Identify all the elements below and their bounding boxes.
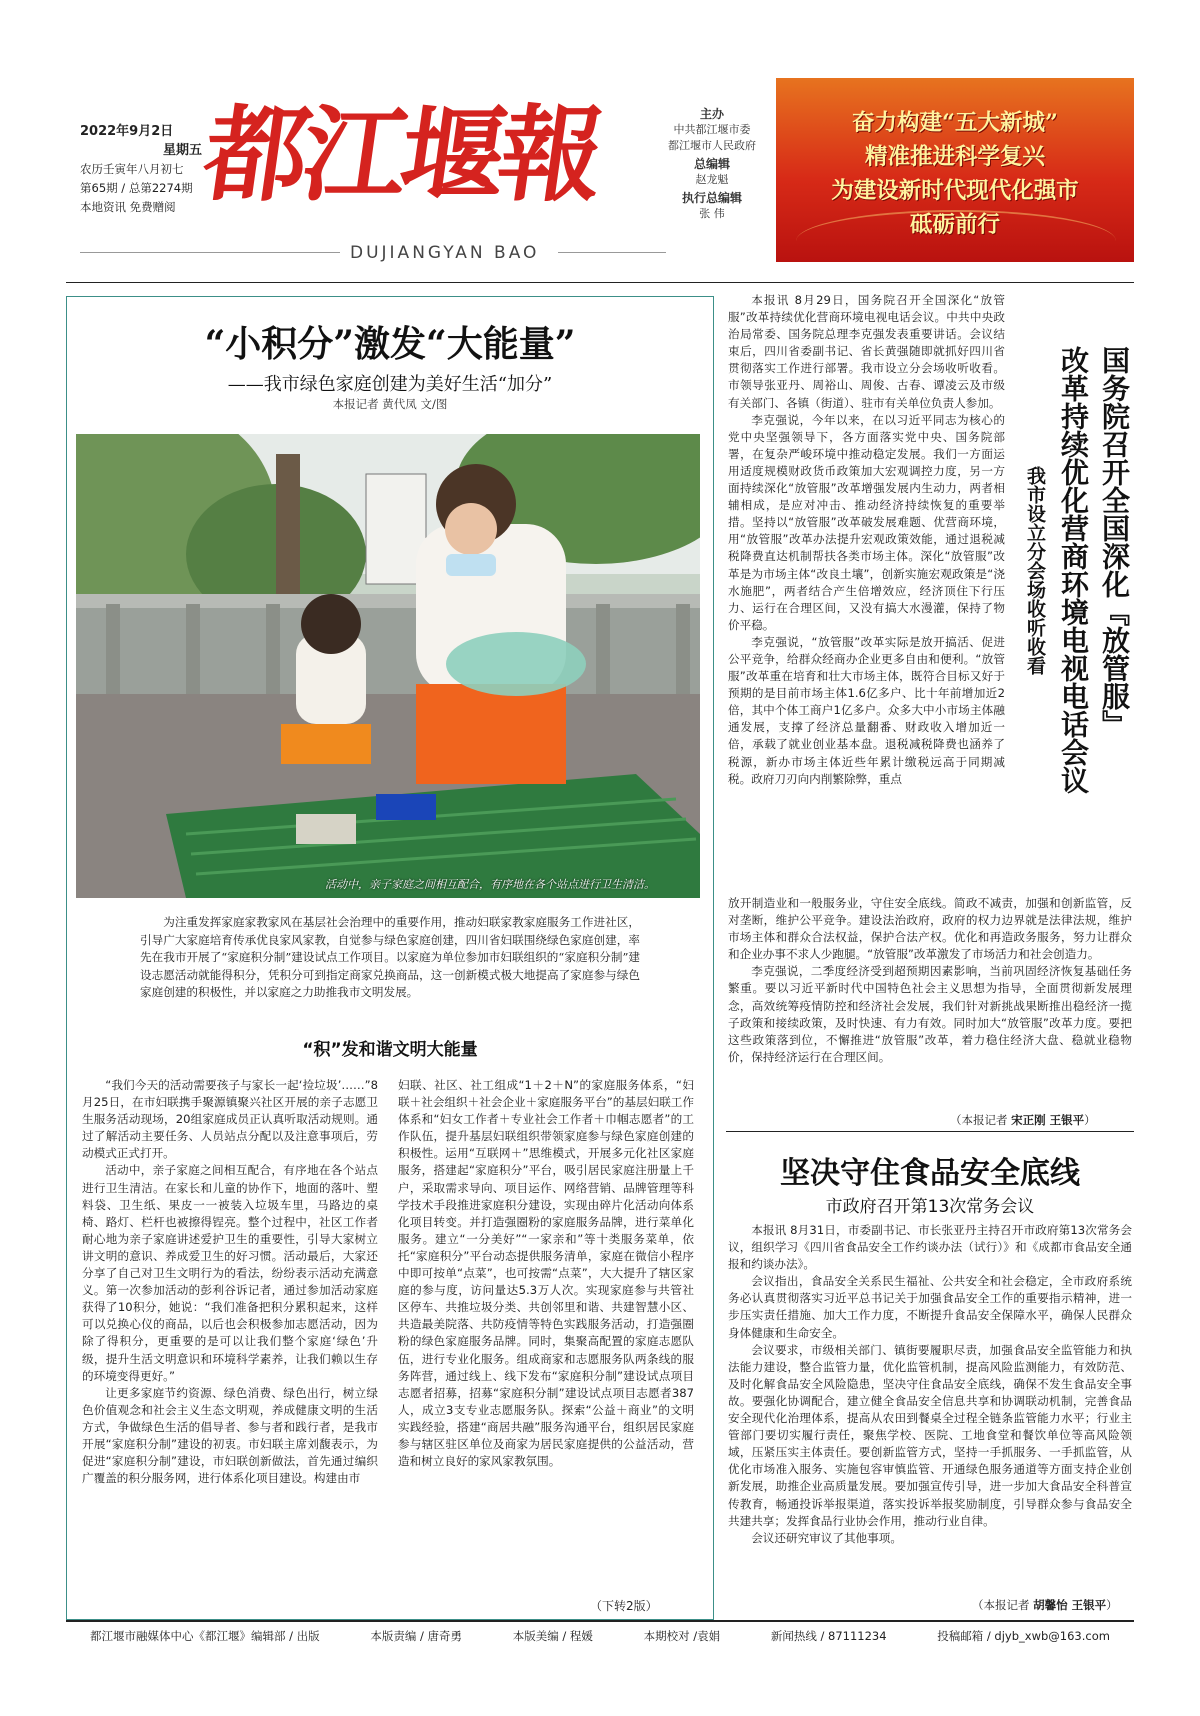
state-council-headline xyxy=(1053,346,1135,794)
footer-editor: 本版责编 / 唐奇勇 xyxy=(370,1629,463,1643)
feature-headline: “小积分”激发“大能量” xyxy=(204,323,576,365)
feature-paragraph: “我们今天的活动需要孩子与家长一起‘捡垃圾’……”8月25日，在市妇联携手聚源镇聚兴社区开展的亲子志愿卫生服务活动现场，20组家庭成员正认真听取活动规则。通过了解活动主要任务、人员站点分配以及注意事项后，劳动模式正式打开。 xyxy=(82,1078,378,1161)
masthead-bottom-rule xyxy=(66,282,1134,283)
masthead-divider-left xyxy=(80,252,340,253)
state-council-subhead: 我市设立分会场收听收看 xyxy=(1024,466,1046,675)
article-divider xyxy=(726,1131,1134,1132)
exec-editor-label: 执行总编辑 xyxy=(681,191,742,205)
footer-designer: 本版美编 / 程媛 xyxy=(512,1629,593,1643)
news-paragraph: 李克强说，“放管服”改革实际是放开搞活、促进公平竞争，给群众经商办企业更多自由和便利。“放管服”改革重在培育和壮大市场主体，既符合目标又好于预期的是目前市场主体1.6亿多户、比十年前增加近2倍，其中个体工商户1亿多户。众多大中小市场主体融通发展，支撑了经济总量翻番、财政收入增加近一倍，承载了就业创业基本盘。退税减税降费也涵养了税源，新办市场主体近些年累计缴税远高于同期减税。政府刀刃向内削繁除弊，重点 xyxy=(728,634,1005,786)
feature-byline: 本报记者 黄代凤 文/图 xyxy=(332,397,448,411)
photo-caption: 活动中，亲子家庭之间相互配合，有序地在各个站点进行卫生清洁。 xyxy=(325,878,655,891)
editor-label: 总编辑 xyxy=(693,157,730,171)
newspaper-logo xyxy=(196,70,675,270)
feature-subhead: ——我市绿色家庭创建为美好生活“加分” xyxy=(227,374,553,395)
food-safety-subhead: 市政府召开第13次常务会议 xyxy=(825,1197,1035,1217)
banner-line-1: 奋力构建“五大新城” xyxy=(852,110,1058,136)
news-paragraph: 会议要求，市级相关部门、镇街要履职尽责，加强食品安全监管能力和执法能力建设，整合监管力量，优化监管机制，提高风险监测能力，有效防范、及时化解食品安全风险隐患，坚决守住食品安全底线，确保不发生食品安全事故。要强化协调配合，建立健全食品安全信息共享和协调联动机制，完善食品安全现代化治理体系，提高从农田到餐桌全过程全链条监管能力水平；行业主管部门要切实履行责任，聚焦学校、医院、工地食堂和餐饮单位等高风险领域，压紧压实主体责任。要创新监管方式，坚持一手抓服务、一手抓监管，从优化市场准入服务、实施包容审慎监管、开通绿色服务通道等方面支持企业创新发展，助推企业高质量发展。要加强宣传引导，进一步加大食品安全科普宣传教育，畅通投诉举报渠道，落实投诉举报奖励制度，引导群众参与食品安全共建共享；发挥食品行业协会作用，推动行业自律。 xyxy=(728,1342,1132,1528)
intro-paragraph: 为注重发挥家庭家教家风在基层社会治理中的重要作用，推动妇联家教家庭服务工作进社区，引导广大家庭培育传承优良家风家教，自觉参与绿色家庭创建，四川省妇联围绕绿色家庭创建，率先在我市开展了“家庭积分制”建设试点工作项目。以家庭为单位参加市妇联组织的“家庭积分制”建设志愿活动就能得积分，凭积分可到指定商家兑换商品，这一创新模式极大地提高了家庭参与绿色家庭创建的积极性，并以家庭之力助推我市文明发展。 xyxy=(140,915,640,1000)
state-council-column xyxy=(728,292,1005,788)
news-paragraph: 本报讯 8月29日，国务院召开全国深化“放管服”改革持续优化营商环境电视电话会议。中共中央政治局常委、国务院总理李克强发表重要讲话。会议结束后，四川省委副书记、省长黄强随即就抓好四川省贯彻落实工作进行部署。我市设立分会场收听收看。市领导张亚丹、周裕山、周俊、古春、谭凌云及市级有关部门、各镇（街道）、驻市有关单位负责人参加。 xyxy=(728,293,1005,410)
news-paragraph: 李克强说，今年以来，在以习近平同志为核心的党中央坚强领导下，各方面落实党中央、国务院部署，在复杂严峻环境中推动稳定发展。我们一方面运用适度规模财政货币政策加大宏观调控力度，另一方面持续深化“放管服”改革增强发展内生动力，两者相辅相成，是应对冲击、推动经济持续恢复的重要举措。坚持以“放管服”改革破发展难题、优营商环境，用“放管服”改革办法提升宏观政策效能，通过退税减税降费直达机制帮扶各类市场主体。深化“放管服”改革是为市场主体“改良土壤”，创新实施宏观政策是“浇水施肥”，两者结合产生倍增效应，经济顶住下行压力、运行在合理区间，又没有搞大水漫灌，保持了物价平稳。 xyxy=(728,412,1005,632)
exec-editor-name: 张 伟 xyxy=(699,207,725,220)
feature-paragraph: 妇联、社区、社工组成“1＋2＋N”的家庭服务体系，“妇联＋社会组织＋社会企业＋家庭服务平台”的基层妇联工作体系和“妇女工作者＋专业社会工作者＋巾帼志愿者”的工作队伍，提升基层妇联组织带领家庭参与绿色家庭创建的积极性。运用“互联网＋”思维模式，开展多元化社区家庭服务，搭建起“家庭积分”平台，吸引居民家庭注册量上千户，采取需求导向、项目运作、网络营销、品牌管理等科学技术手段推进家庭积分建设，实现由碎片化活动向体系化项目转变。并打造强圈粉的家庭服务品牌，进行菜单化服务。建立“一分美好”“一家亲和”等十类服务菜单，依托“家庭积分”平台动态提供服务清单，家庭在微信小程序中即可按单“点菜”，也可按需“点菜”，大大提升了辖区家庭的参与度，访问量达5.3万人次。实现家庭参与共管社区停车、共推垃圾分类、共创邻里和谐、共建智慧小区、共造最美院落、共防疫情等特色实践服务活动，打造强圈粉的绿色家庭服务品牌。同时，集聚高配置的家庭志愿队伍，进行专业化服务。组成商家和志愿服务队两条线的服务阵营，通过线上、线下发布“家庭积分制”建设试点项目志愿者招募，招募“家庭积分制”建设试点项目志愿者387人，成立3支专业志愿服务队。探索“公益＋商业”的文明实践经验，搭建“商居共融”服务沟通平台，组织居民家庭参与辖区驻区单位及商家为居民家庭提供的公益活动，营造和树立良好的家风家教氛围。 xyxy=(398,1078,694,1469)
banner-line-2: 精准推进科学复兴 xyxy=(864,144,1045,170)
news-paragraph: 本报讯 8月31日，市委副书记、市长张亚丹主持召开市政府第13次常务会议，组织学习《四川省食品安全工作约谈办法（试行）》和《成都市食品安全通报和约谈办法》。 xyxy=(728,1223,1132,1272)
editor-name: 赵龙魁 xyxy=(695,173,729,186)
news-paragraph: 放开制造业和一般服务业，守住安全底线。简政不减责，加强和创新监管，反对垄断，维护公平竞争。建设法治政府，政府的权力边界就是法律法规，维护市场主体和群众合法权益，保护合法产权。优化和再造政务服务，努力让群众和企业办事不求人少跑腿。“放管服”改革激发了市场活力和社会创造力。 xyxy=(728,896,1132,962)
feature-column-2 xyxy=(398,1077,694,1470)
news-paragraph: 会议还研究审议了其他事项。 xyxy=(751,1530,902,1545)
headline-line-1: 国务院召开全国深化『放管服』 xyxy=(1098,346,1131,738)
issue-number: 第65期 / 总第2274期 xyxy=(80,181,193,195)
photo-illustration xyxy=(76,434,700,898)
section-title: “积”发和谐文明大能量 xyxy=(302,1040,478,1060)
footer-rule xyxy=(66,1620,1134,1622)
food-safety-headline: 坚决守住食品安全底线 xyxy=(780,1156,1080,1191)
page-footer xyxy=(66,1624,1134,1648)
feature-paragraph: 让更多家庭节约资源、绿色消费、绿色出行，树立绿色价值观念和社会主义生态文明观，养成健康文明的生活方式，争做绿色生活的倡导者、参与者和践行者，是我市开展“家庭积分制”建设的初衷。市妇联主席刘馥表示，为促进“家庭积分制”建设，市妇联创新做法，首先通过编织广覆盖的积分服务网，进行体系化项目建设。构建由市 xyxy=(82,1385,378,1486)
masthead-divider-right xyxy=(558,252,666,253)
logo-calligraphy: 都江堰報 xyxy=(196,93,606,216)
feature-photo xyxy=(76,434,700,898)
logo-pinyin: DUJIANGYAN BAO xyxy=(350,243,540,263)
state-council-continued xyxy=(728,895,1132,1066)
slogan-banner xyxy=(776,78,1134,262)
food-safety-body xyxy=(728,1222,1132,1547)
feature-intro xyxy=(140,914,640,1002)
banner-line-4: 砥砺前行 xyxy=(909,212,1000,238)
banner-line-3: 为建设新时代现代化强市 xyxy=(831,178,1079,204)
state-council-byline: （本报记者 宋正刚 王银平） xyxy=(950,1113,1096,1127)
footer-email[interactable]: 投稿邮箱 / djyb_xwb@163.com xyxy=(937,1629,1110,1643)
masthead-info xyxy=(80,122,210,217)
feature-column-1 xyxy=(82,1077,378,1487)
masthead-credits xyxy=(662,104,762,222)
footer-proofreader: 本期校对 /袁娟 xyxy=(643,1629,721,1643)
weekday: 星期五 xyxy=(162,143,202,158)
headline-line-2: 改革持续优化营商环境电视电话会议 xyxy=(1057,346,1090,794)
sponsor-label: 主办 xyxy=(699,107,724,121)
issue-date: 2022年9月2日 xyxy=(80,124,174,139)
distribution-note: 本地资讯 免费赠阅 xyxy=(80,200,176,214)
feature-paragraph: 活动中，亲子家庭之间相互配合，有序地在各个站点进行卫生清洁。在家长和儿童的协作下，地面的落叶、塑料袋、卫生纸、果皮一一被装入垃圾车里，马路边的桌椅、路灯、栏杆也被擦得锃亮。整个过程中，社区工作者耐心地为亲子家庭讲述爱护卫生的重要性，引导大家树立讲文明的意识、养成爱卫生的好习惯。活动最后，大家还分享了自己对卫生文明行为的看法，纷纷表示活动充满意义。第一次参加活动的彭利谷诉记者，通过参加活动家庭获得了10积分，她说：“我们准备把积分累积起来，这样可以兑换心仪的商品，以后也会积极参加志愿活动，因为除了得积分，更重要的是可以让我们整个家庭‘绿色’升级，提升生活文明意识和环境科学素养，让我们赖以生存的环境变得更好。” xyxy=(82,1163,378,1383)
news-paragraph: 李克强说，二季度经济受到超预期因素影响，当前巩固经济恢复基础任务繁重。要以习近平新时代中国特色社会主义思想为指导，全面贯彻新发展理念，高效统筹疫情防控和经济社会发展，我们针对新挑战果断推出稳经济一揽子政策和接续政策，及时快速、有力有效。同时加大“放管服”改革力度。要把这些政策落到位，不懈推进“放管服”改革，着力稳住经济大盘、稳就业稳物价，保持经济运行在合理区间。 xyxy=(728,964,1132,1064)
continue-note: （下转2版） xyxy=(590,1599,658,1613)
footer-hotline: 新闻热线 / 87111234 xyxy=(770,1629,887,1643)
sponsor-2: 都江堰市人民政府 xyxy=(668,139,756,152)
food-safety-byline: （本报记者 胡馨怡 王银平） xyxy=(972,1598,1118,1612)
sponsor-1: 中共都江堰市委 xyxy=(673,123,751,136)
news-paragraph: 会议指出，食品安全关系民生福祉、公共安全和社会稳定，全市政府系统务必认真贯彻落实习近平总书记关于加强食品安全工作的重要指示精神，进一步压实责任措施、加大工作力度，不断提升食品安全保障水平，确保人民群众身体健康和生命安全。 xyxy=(728,1274,1132,1340)
lunar-date: 农历壬寅年八月初七 xyxy=(80,162,184,176)
footer-publisher: 都江堰市融媒体中心《都江堰》编辑部 / 出版 xyxy=(90,1629,320,1643)
